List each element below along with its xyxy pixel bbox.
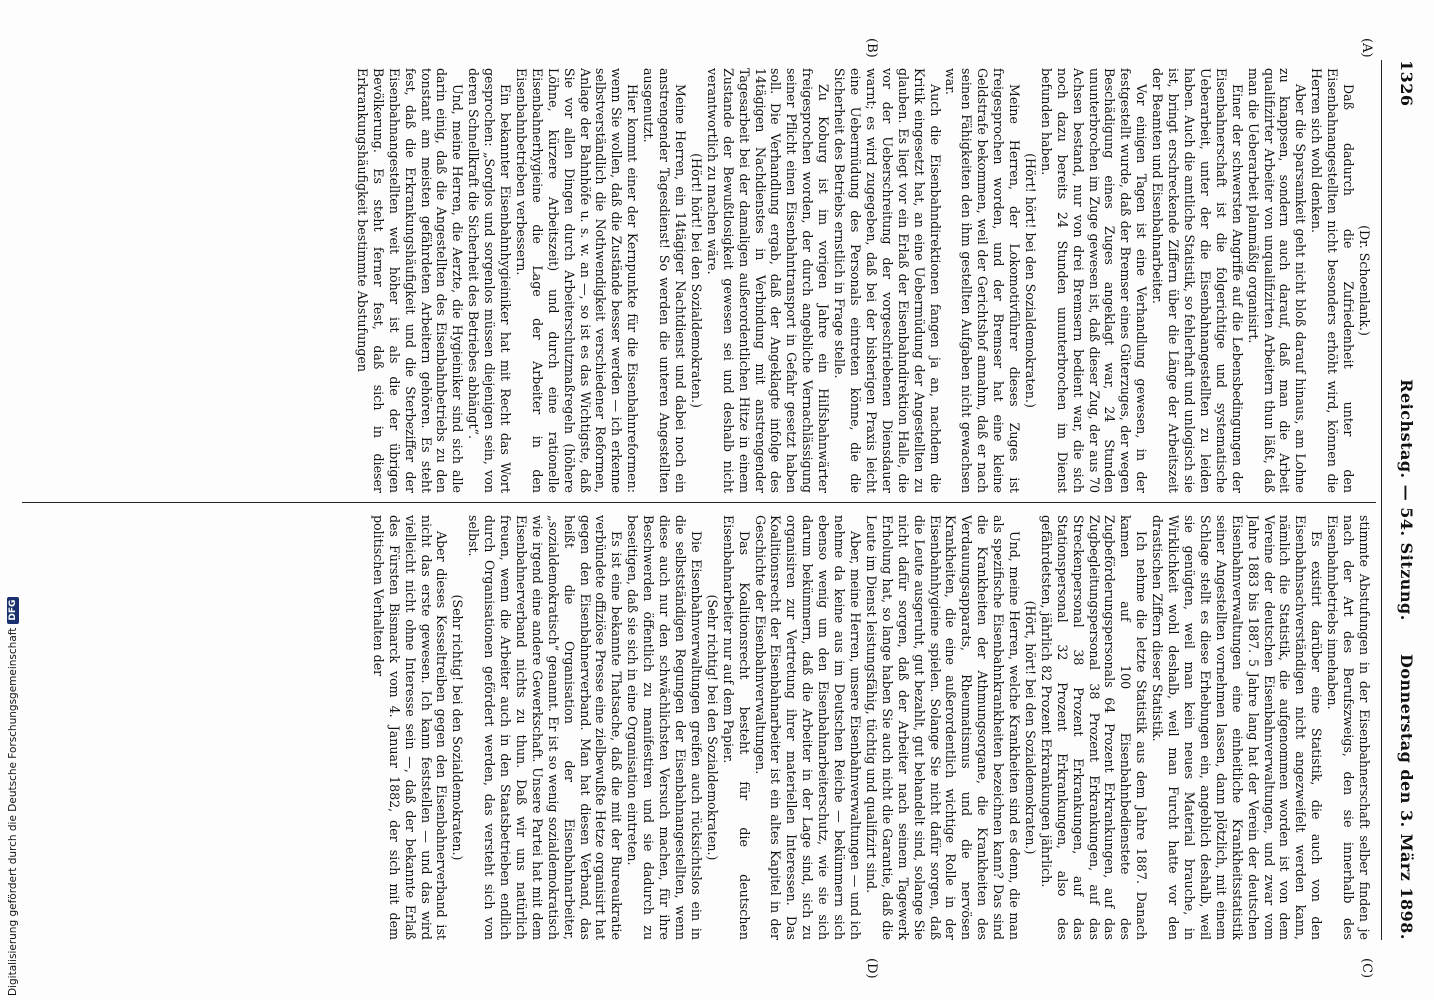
right-column [20,515,1372,940]
speaker-name: (Dr. Schoenlank.) [1357,225,1372,336]
paragraph: Ich nehme die letzte Statistik aus dem Jahre 1887. Danach kamen auf 100 Eisenbahnbedienstete des Zugbeförderungspersonals 64 Prozent Erkrankungen, auf das Zugbegleitungspersonal 38 Prozent Erkrankungen, auf das Streckenpersonal 38 Prozent Erkrankungen, auf das Stationspersonal 32 Prozent Erkrankungen, also des gefährdetsten, jährlich 82 Prozent Erkrankungen jährlich. [1038,515,1150,940]
paragraph: Hier kommt einer der Kernpunkte für die Eisenbahnreformen: wenn Sie wollen, daß die Zustände besser werden — ich erkenne selbstverständlich die Nothwendigkeit verschiedener Reformen, Anlage der Bahnhöfe u. s. w. an —, so ist es das Wichtigste, daß Sie vor allen Dingen durch Arbeiterschutzmaßregeln (höhere Löhne, kürzere Arbeitszeit) und durch eine rationelle Eisenbahnerhygieine die Lage der Arbeiter in den Eisenbahnbetrieben verbessern. [513,68,641,493]
interjection: (Hört, hört! bei den Sozialdemokraten.) [1022,600,1038,855]
paragraph: Es existirt darüber eine Statistik, die auch von den Eisenbahnsachverständigen nicht angezweifelt werden kann, nämlich die Statistik, die aufgenommen worden ist von dem Vereine der deutschen Eisenbahnverwaltungen, und zwar vom Jahre 1883 bis 1887. 5 Jahre lang hat der Verein der deutschen Eisenbahnverwaltungen eine einheitliche Krankheitsstatistik seiner Angestellten vornehmen lassen, dann plötzlich, mit einem Schlage stellt es diese Erhebungen ein, angeblich deshalb, weil sie genügten, weil man kein neues Material brauche, in Wirklichkeit wohl deshalb, weil man Furcht hatte vor den drastischen Ziffern dieser Statistik. [1150,515,1325,940]
digitization-credit [2,2,24,998]
paragraph: Vor einigen Tagen ist eine Verhandlung gewesen, in der festgestellt wurde, daß der Bremser eines Güterzuges, der wegen Beschädigung eines Zuges angeklagt war, 24 Stunden ununterbrochen im Zuge gewesen ist, daß dieser Zug, der aus 70 Achsen bestand, nur von drei Bremsern bedient war, die sich noch dazu bereits 24 Stunden ununterbrochen im Dienst befunden haben. [1038,68,1150,493]
paragraph: Ein bekannter Eisenbahnhygieiniker hat mit Recht das Wort gesprochen: „Sorglos und sorgenlos müssen diejenigen sein, von deren Schnellkraft die Sicherheit des Betriebes abhängt“. [466,68,514,493]
paragraph: Auch die Eisenbahndirektionen fangen ja an, nachdem die Kritik eingesetzt hat, an eine Uebermüdung der Angestellten zu glauben. Es liegt vor ein Erlaß der Eisenbahndirektion Halle, die vor der Ueberschreitung der vorgeschriebenen Diensdauer warnt; es wird zugegeben, daß bei der bisherigen Praxis leicht eine Uebermüdung des Personals eintreten könne, die die Sicherheit des Betriebs ernstlich in Frage stelle. [832,68,943,493]
paragraph: Aber die Sparsamkeit geht nicht bloß darauf hinaus, am Lohne zu knappsen, sondern auch darauf, daß man die Arbeit qualifizirter Arbeiter von unqualifizirten Arbeitern thun läßt, daß man die Ueberarbeit planmäßig organisirt. [1245,68,1309,493]
interjection: (Sehr richtig! bei den Sozialdemokraten.) [450,594,466,861]
credit-text: Digitalisierung gefördert durch die Deutsche Forschungsgemeinschaft [7,627,19,996]
paragraph: Meine Herren, der Lokomotivführer dieses Zuges ist freigesprochen worden, und der Bremser hat eine kleine Geldstrafe bekommen, weil der Gerichtshof annahm, daß er nach seinen Fähigkeiten den ihm gestellten Aufgaben nicht gewachsen war. [943,68,1023,493]
dfg-logo: DFG [7,597,19,624]
paragraph: Die Eisenbahnverwaltungen greifen auch rücksichtslos ein in die selbstständigen Regungen der Eisenbahnangestellten, wenn diese auch nur den schwächlichsten Versuch machen, für ihre Beschwerden öffentlich zu manifestiren und sie dadurch zu beseitigen, daß sie sich in eine Organisation eintreten. [625,515,704,940]
interjection: (Hört! hört! bei den Sozialdemokraten.) [688,153,704,408]
paragraph: Es ist eine bekannte Thatsache, daß die mit der Bureaukratie verbündete offiziöse Presse eine zielbewußte Hetze organisirt hat gegen den Eisenbahnerverband. Man hat diesen Verband, das heißt die Organisation der Eisenbahnarbeiter, „sozialdemokratisch“ genannt. Er ist so wenig sozialdemokratisch wie irgend eine andere Gewerkschaft. Unsere Partei hat mit dem Eisenbahnerverband nichts zu thun. Daß wir uns natürlich freuen, wenn die Arbeiter auch in den Staatsbetrieben endlich durch Organisationen gefördert werden, das versteht sich von selbst. [466,515,625,940]
page-header [1384,60,1424,940]
paragraph: Aber dieses Kesseltreiben gegen den Eisenbahnerverband ist nicht das erste gewesen. Ich kann feststellen — und das wird vielleicht nicht ohne Interesse sein —, daß der bekannte Erlaß des Fürsten Bismarck vom 4. Januar 1882, der sich mit dem politischen Verhalten der [370,515,450,940]
paragraph: Meine Herren, ein 14tägiger Nachtdienst und dabei noch ein anstrengender Tagesdienst! So werden die unteren Angestellten ausgenutzt. [641,68,689,493]
paragraph: Aber, meine Herren, unsere Eisenbahnverwaltungen — und ich nehme da keine aus im Deutschen Reiche — bekümmern sich ebenso wenig um den Eisenbahnarbeiterschutz, wie sie sich darum bekümmern, daß die Arbeiter in der Lage sind, sich zu organisiren zur Vertretung ihrer materiellen Interessen. Das Koalitionsrecht der Eisenbahnarbeiter ist ein altes Kapitel in der Geschichte der Eisenbahnverwaltungen. [752,515,863,940]
paragraph: Und, meine Herren, welche Krankheiten sind es denn, die man als spezifische Eisenbahnkrankheiten bezeichnen kann? Das sind die Krankheiten der Athmungsorgane, die Krankheiten des Verdauungsapparats, Rheumatismus und die nervösen Krankheiten, die eine außerordentlich wichtige Rolle in der Eisenbahnhygieine spielen. Solange Sie nicht dafür sorgen, daß die Leute ausgeruht, gut bezahlt, gut behandelt sind, solange Sie nicht dafür sorgen, daß der Arbeiter nach seinem Tagewerk Erholung hat, so lange haben Sie auch nicht die Garantie, daß die Leute im Dienst leistungsfähig, tüchtig und qualifizirt sind. [863,515,1023,940]
paragraph: Und, meine Herren, die Aerzte, die Hygieiniker sind sich alle darin einig, daß die Angestellten des Eisenbahnbetriebs zu den tonstant am meisten gefährdeten Arbeitern gehören. Es steht fest, daß die Erkrankungshäufigkeit und die Sterbeziffer der Eisenbahnangestellten weit höher ist als die der übrigen Bevölkerung. Es steht ferner fest, daß sich in dieser Erkrankungshäufigkeit bestimmte Abstufungen [354,68,466,493]
session-title: Reichstag. — 54. Sitzung. [1397,379,1416,621]
margin-mark-b: (B) [864,38,879,58]
page-number: 1326 [1397,60,1416,107]
paragraph: Das Koalitionsrecht besteht für die deutschen Eisenbahnarbeiter nur auf dem Papier. [720,515,752,940]
paragraph: Einer der schwersten Angriffe auf die Lebensbedingungen der Eisenbahnerschaft ist die folgerichtige und systematische Ueberarbeit, unter der die Eisenbahnangestellten zu leiden haben. Auch die amtliche Statistik, so fehlerhaft und unlogisch sie ist, bringt erschreckende Ziffern über die Länge der Arbeitszeit der Beamten und Eisenbahnarbeiter. [1150,68,1245,493]
margin-mark-a: (A) [1359,38,1374,58]
paragraph: Daß dadurch die Zufriedenheit unter den Eisenbahnangestellten nicht besonders erhöht wird, können die Herren sich wohl denken. [1309,68,1357,493]
interjection: (Sehr richtig! bei den Sozialdemokraten.) [704,594,720,861]
header-rule [1381,60,1382,940]
margin-mark-c: (C) [1359,958,1374,979]
margin-mark-d: (D) [864,958,879,979]
left-column [20,68,1372,493]
interjection: (Hört! hört! bei den Sozialdemokraten.) [1022,153,1038,408]
paragraph: stimmte Abstufungen in der Eisenbahnerschaft selber finden je nach der Art des Berufszweigs, den sie innerhalb des Eisenbahnbetriebs innehaben. [1325,515,1372,940]
column-divider [22,502,1376,503]
paragraph: Zu Koburg ist im vorigen Jahre ein Hilfsbahnwärter freigesprochen worden, der durch angebliche Vernachlässigung seiner Pflicht einen Eisenbahntransport in Gefahr gesetzt haben soll. Die Verhandlung ergab, daß der Angeklagte infolge des 14tägigen Nachdienstes in Verbindung mit anstrengender Tagesarbeit bei der damaligen außerordentlichen Hitze in einem Zustande der Bewußtlosigkeit gewesen sei und deshalb nicht verantwortlich zu machen wäre. [704,68,832,493]
session-date: Donnerstag den 3. März 1898. [1397,653,1416,940]
